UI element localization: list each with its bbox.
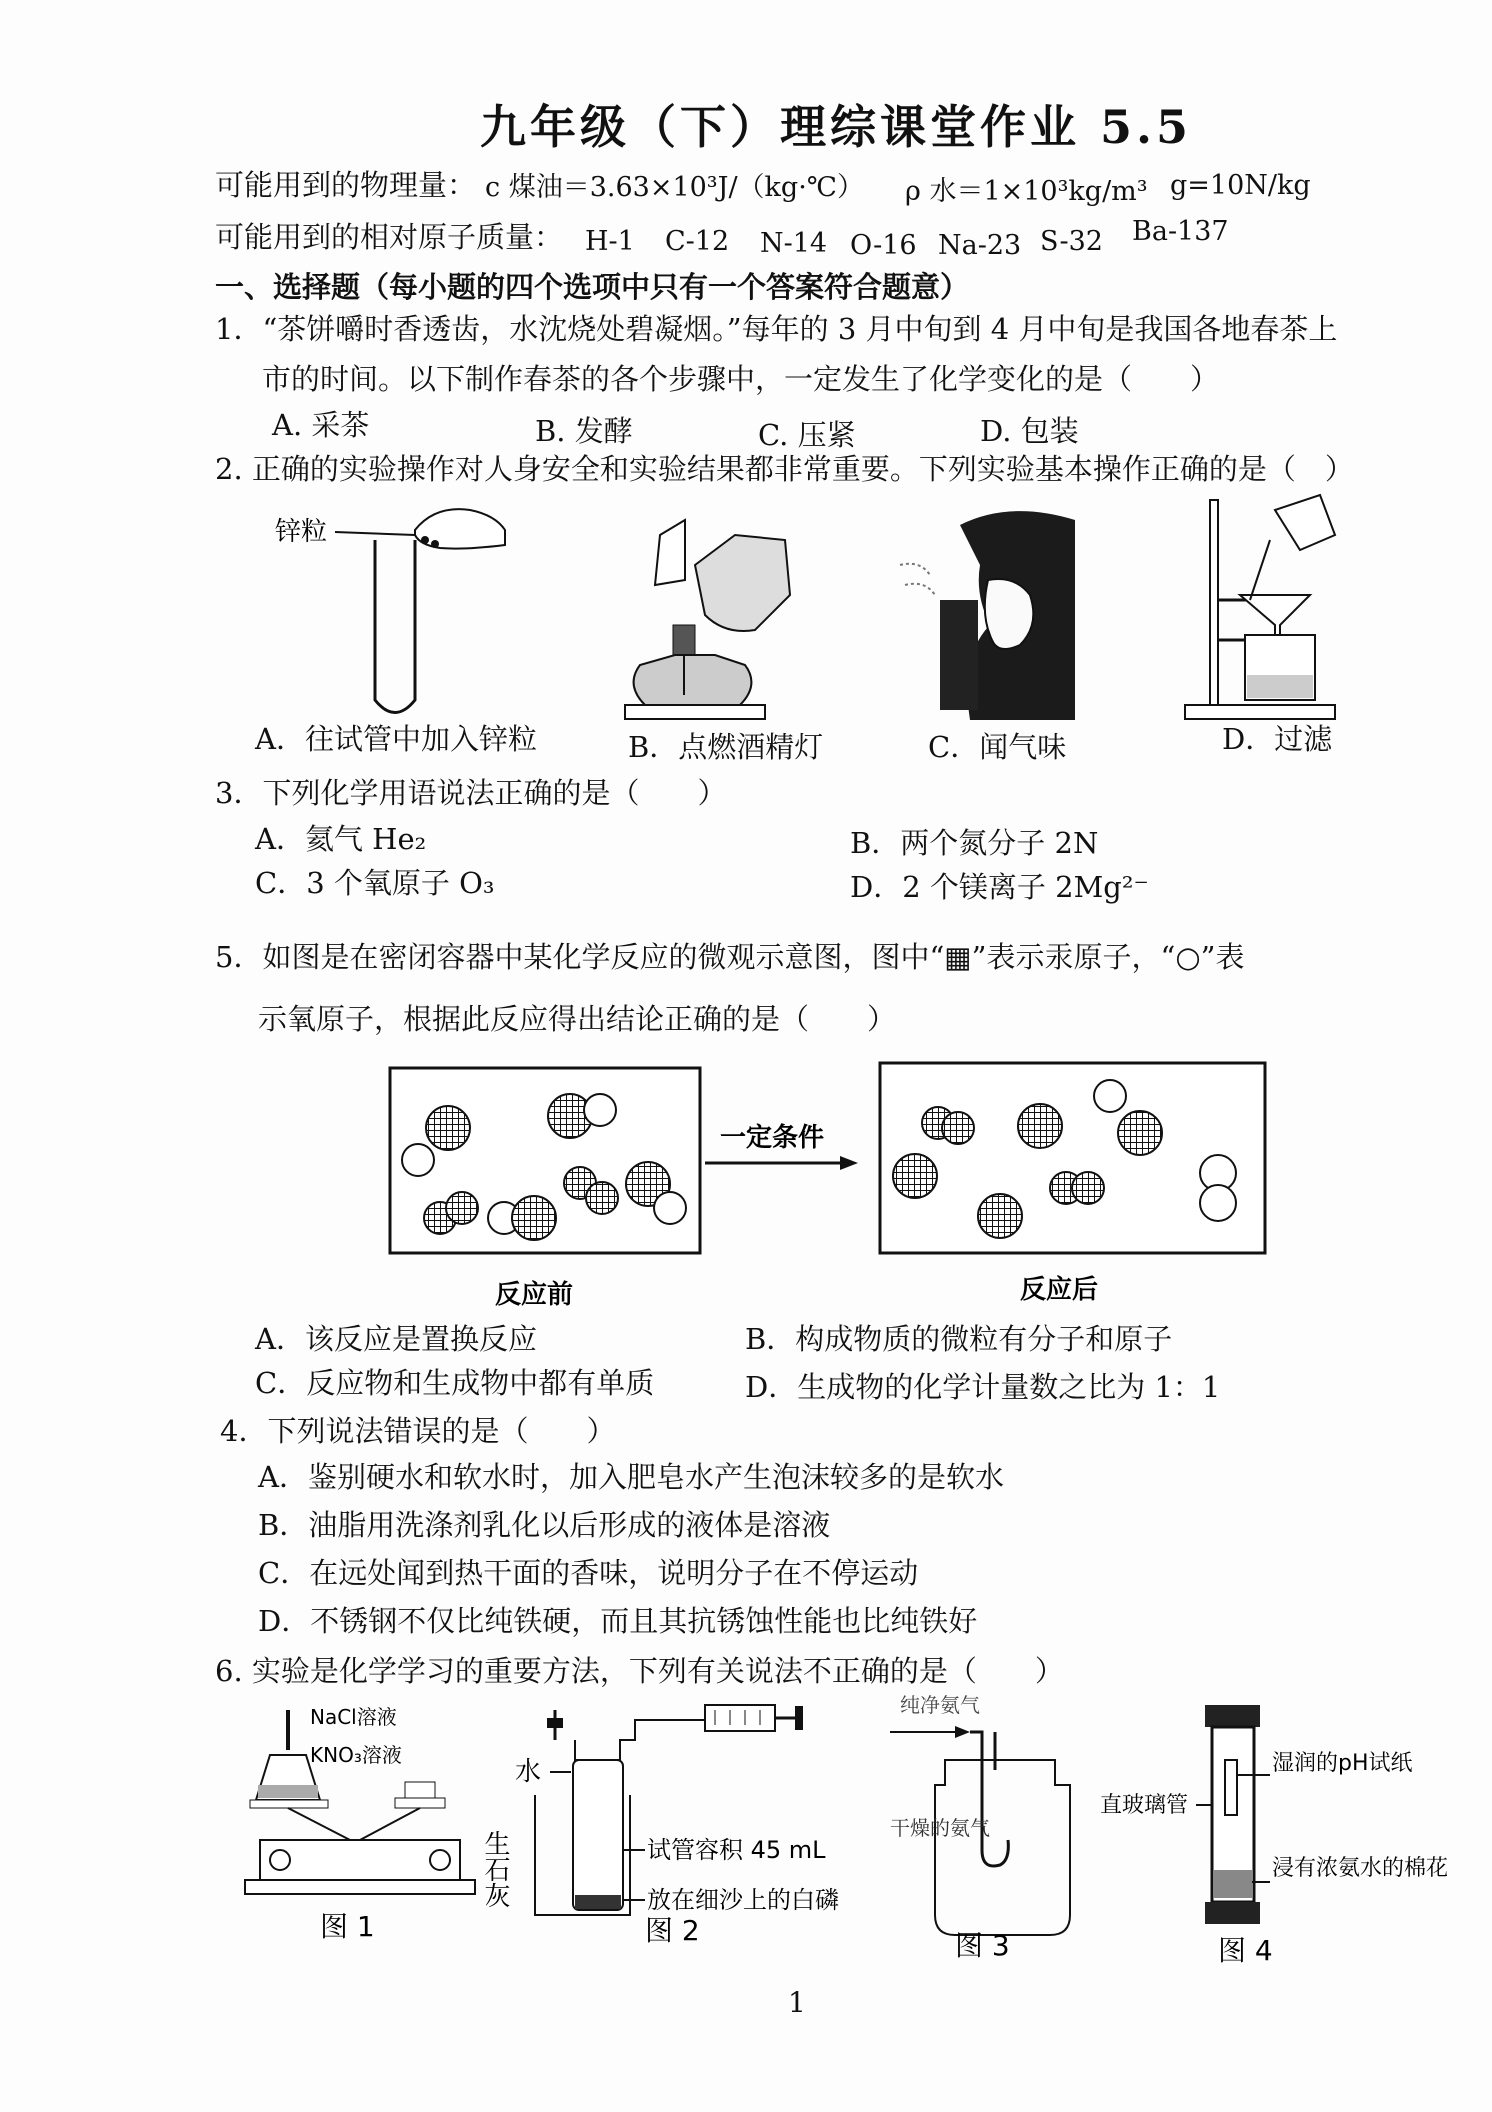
q6-figure-3-gas-bottle [870, 1690, 1085, 1960]
q5-option-b: B．构成物质的微粒有分子和原子 [745, 1322, 1173, 1356]
atomic-mass-o: O-16 [850, 230, 917, 261]
q1-option-b: B. 发酵 [535, 414, 633, 448]
zinc-label: 锌粒 [275, 517, 328, 547]
q5-stem-line1: 5．如图是在密闭容器中某化学反应的微观示意图，图中“▦”表示汞原子，“○”表 [215, 940, 1245, 974]
q4-stem: 4．下列说法错误的是（ ） [220, 1414, 616, 1448]
page-number: 1 [788, 1986, 806, 2019]
atomic-mass-label: 可能用到的相对原子质量： [215, 220, 564, 254]
q2-option-a: A．往试管中加入锌粒 [255, 722, 537, 756]
q2-figure-a-test-tube [265, 500, 515, 730]
water-density: ρ 水＝1×10³kg/m³ [905, 176, 1148, 207]
q1-stem-line2: 市的时间。以下制作春茶的各个步骤中，一定发生了化学变化的是（ ） [262, 362, 1220, 396]
q5-option-d: D．生成物的化学计量数之比为 1：1 [745, 1370, 1221, 1404]
q3-stem: 3．下列化学用语说法正确的是（ ） [215, 776, 727, 810]
q2-figure-c-smelling [880, 505, 1080, 730]
reaction-before-label: 反应前 [495, 1280, 574, 1310]
fig1-nacl-label: NaCl溶液 [310, 1705, 397, 1729]
q3-option-c: C．3 个氧原子 O₃ [255, 866, 495, 900]
q4-option-b: B．油脂用洗涤剂乳化以后形成的液体是溶液 [258, 1508, 831, 1542]
section-heading: 一、选择题（每小题的四个选项中只有一个答案符合题意） [215, 270, 970, 304]
page-title: 九年级（下）理综课堂作业 5.5 [480, 100, 1193, 154]
q2-option-d: D．过滤 [1222, 722, 1333, 756]
q1-option-c: C. 压紧 [758, 418, 856, 452]
q6-figure-1-balance [240, 1700, 480, 1945]
fig4-caption: 图 4 [1218, 1934, 1273, 1967]
reaction-after-label: 反应后 [1020, 1275, 1099, 1305]
q3-option-d: D．2 个镁离子 2Mg²⁻ [850, 870, 1149, 904]
q1-stem-line1: 1．“茶饼嚼时香透齿，水沈烧处碧凝烟。”每年的 3 月中旬到 4 月中旬是我国各地春茶上 [215, 312, 1338, 346]
fig3-caption: 图 3 [955, 1929, 1010, 1962]
fig1-caption: 图 1 [320, 1910, 375, 1943]
q4-option-d: D．不锈钢不仅比纯铁硬，而且其抗锈蚀性能也比纯铁好 [258, 1604, 978, 1638]
physics-constants-label: 可能用到的物理量： [215, 168, 477, 202]
reaction-condition: 一定条件 [720, 1123, 825, 1153]
gravity-constant: g=10N/kg [1170, 170, 1311, 201]
atomic-mass-n: N-14 [760, 228, 828, 259]
fig2-water-label: 水 [515, 1757, 542, 1787]
q2-stem: 2. 正确的实验操作对人身安全和实验结果都非常重要。下列实验基本操作正确的是（ ） [215, 452, 1354, 486]
fig3-dry-gas-label: 干燥的氨气 [890, 1816, 990, 1840]
atomic-mass-h: H-1 [585, 226, 635, 257]
q5-stem-line2: 示氧原子，根据此反应得出结论正确的是（ ） [258, 1002, 897, 1036]
q2-option-b: B．点燃酒精灯 [628, 730, 824, 764]
q3-option-a: A．氦气 He₂ [255, 822, 427, 856]
q4-option-c: C．在远处闻到热干面的香味，说明分子在不停运动 [258, 1556, 919, 1590]
fig2-phosphorus-label: 放在细沙上的白磷 [647, 1886, 839, 1914]
fig2-caption: 图 2 [645, 1914, 700, 1947]
q3-option-b: B．两个氮分子 2N [850, 826, 1099, 860]
q6-figure-4-glass-tube [1100, 1700, 1449, 1970]
q2-figure-b-alcohol-lamp [605, 505, 815, 735]
fig1-kno3-label: KNO₃溶液 [310, 1743, 402, 1767]
q4-option-a: A．鉴别硬水和软水时，加入肥皂水产生泡沫较多的是软水 [258, 1460, 1004, 1494]
q6-stem: 6. 实验是化学学习的重要方法，下列有关说法不正确的是（ ） [215, 1654, 1064, 1688]
fig2-volume-label: 试管容积 45 mL [647, 1836, 826, 1864]
q5-option-c: C．反应物和生成物中都有单质 [255, 1366, 655, 1400]
atomic-mass-s: S-32 [1040, 226, 1103, 257]
fig4-cotton-label: 浸有浓氨水的棉花 [1272, 1856, 1449, 1881]
atomic-mass-ba: Ba-137 [1132, 216, 1229, 247]
atomic-mass-na: Na-23 [938, 230, 1022, 261]
atomic-mass-c: C-12 [665, 226, 730, 257]
fig2-lime-label: 生石灰 [480, 1830, 510, 1908]
q1-option-d: D. 包装 [980, 414, 1079, 448]
fig3-pure-gas-label: 纯净氨气 [900, 1693, 980, 1717]
q2-figure-d-filtration [1180, 490, 1350, 730]
q5-reaction-diagram [380, 1058, 1280, 1318]
specific-heat: c 煤油＝3.63×10³J/（kg·℃） [485, 172, 864, 203]
q5-option-a: A．该反应是置换反应 [255, 1322, 537, 1356]
q1-option-a: A. 采茶 [272, 408, 370, 442]
q6-figure-2-phosphorus [480, 1700, 840, 1947]
fig4-tube-label: 直玻璃管 [1100, 1793, 1189, 1818]
fig4-paper-label: 湿润的pH试纸 [1272, 1751, 1413, 1776]
q2-option-c: C．闻气味 [928, 730, 1067, 764]
